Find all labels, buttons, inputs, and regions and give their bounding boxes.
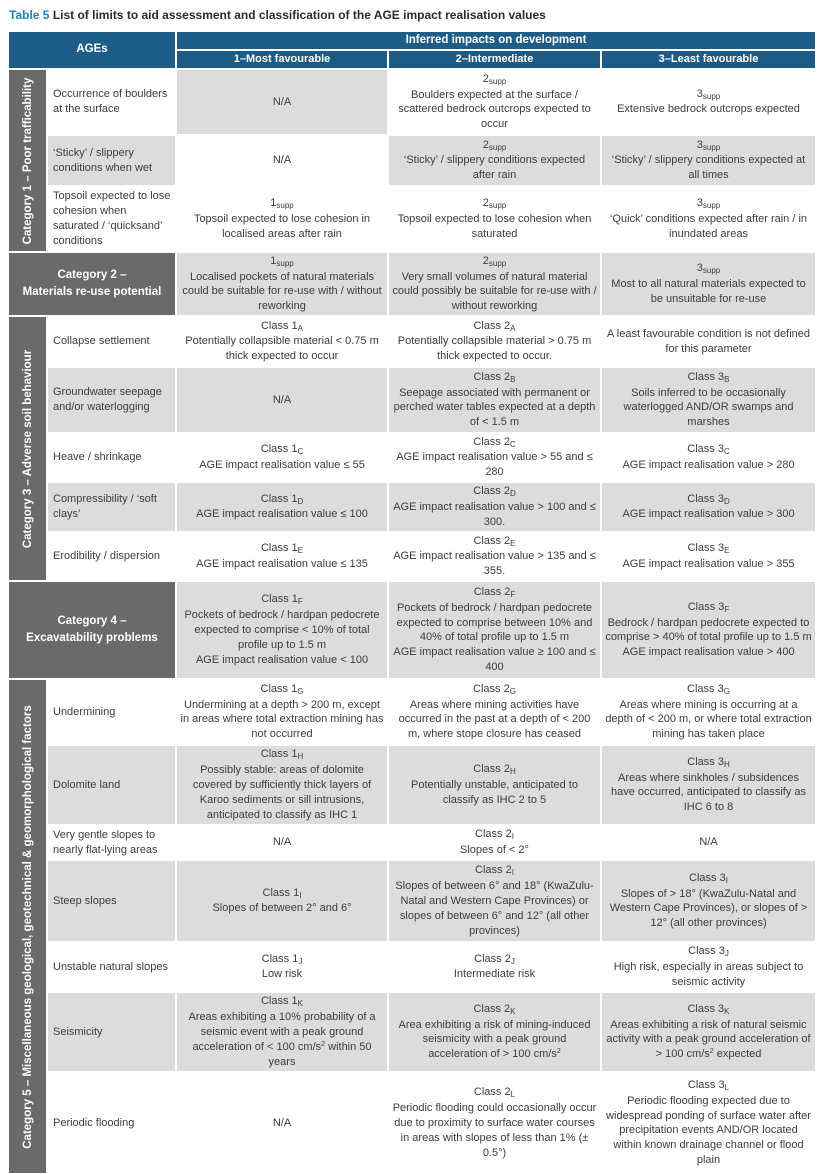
table-caption: List of limits to aid assessment and classification of the AGE impact realisation values (52, 8, 546, 22)
cell: Class 2G Areas where mining activities have occurred in the past at a depth of < 200 m, where stope closure has ceased (389, 680, 600, 744)
cell: Class 1J Low risk (177, 943, 387, 991)
cell: Class 1K Areas exhibiting a 10% probability of a seismic event with a peak ground acceleration of < 100 $cm/s^2$ within 50 years (177, 993, 387, 1071)
category-2-label: Category 2 – Materials re-use potential (9, 253, 175, 315)
cell: Class 3J High risk, especially in areas subject to seismic activity (602, 943, 815, 991)
cell: N/A (177, 826, 387, 859)
header-col2: 2–Intermediate (389, 51, 600, 68)
cell: 3supp ‘Sticky’ / slippery conditions expected at all times (602, 136, 815, 185)
row-label: Topsoil expected to lose cohesion when saturated / ‘quicksand’ conditions (48, 187, 175, 251)
category-1-label: Category 1 – Poor trafficability (9, 70, 46, 251)
cell: 1supp Localised pockets of natural materials could be suitable for re-use with / without reworking (177, 253, 387, 315)
table-number: Table 5 (9, 8, 50, 22)
cell: Class 2I Slopes of between 6° and 18° (KwaZulu-Natal and Western Cape Provinces) or slopes of between 6° and 12° (all other provinces) (389, 861, 600, 941)
row-label: Very gentle slopes to nearly flat-lying areas (48, 826, 175, 859)
row-label: Unstable natural slopes (48, 943, 175, 991)
header-col1: 1–Most favourable (177, 51, 387, 68)
cell: Class 2F Pockets of bedrock / hardpan pedocrete expected to comprise between 10% and 40% of total profile up to 1.5 m AGE impact realisation value ≥ 100 and ≤ 400 (389, 582, 600, 678)
cell: Class 3D AGE impact realisation value > 300 (602, 483, 815, 531)
cell: Class 1I Slopes of between 2° and 6° (177, 861, 387, 941)
cell: Class 3F Bedrock / hardpan pedocrete expected to comprise > 40% of total profile up to 1.5 m AGE impact realisation value > 400 (602, 582, 815, 678)
cell: Class 2I Slopes of < 2° (389, 826, 600, 859)
row-label: Steep slopes (48, 861, 175, 941)
row-label: Seismicity (48, 993, 175, 1071)
cell: Class 2E AGE impact realisation value > 135 and ≤ 355. (389, 533, 600, 580)
cell: Class 3K Areas exhibiting a risk of natural seismic activity with a peak ground acceleration of > 100 $cm/s^2$ expected (602, 993, 815, 1071)
cell: Class 3E AGE impact realisation value > 355 (602, 533, 815, 580)
header-col3: 3–Least favourable (602, 51, 815, 68)
cell: Class 1C AGE impact realisation value ≤ 55 (177, 434, 387, 481)
header-inferred: Inferred impacts on development (177, 32, 815, 49)
cell: Class 2D AGE impact realisation value > 100 and ≤ 300. (389, 483, 600, 531)
cell: Class 2B Seepage associated with permanent or perched water tables expected at a depth of < 1.5 m (389, 368, 600, 432)
cell: 2supp Very small volumes of natural material could possibly be suitable for re-use with / without reworking (389, 253, 600, 315)
row-label: Periodic flooding (48, 1073, 175, 1173)
cell: Class 1E AGE impact realisation value ≤ 135 (177, 533, 387, 580)
cell: 3supp Most to all natural materials expected to be unsuitable for re-use (602, 253, 815, 315)
cell: A least favourable condition is not defined for this parameter (602, 317, 815, 366)
cell: 3supp ‘Quick’ conditions expected after rain / in inundated areas (602, 187, 815, 251)
cell: 2supp Boulders expected at the surface / scattered bedrock outcrops expected to occur (389, 70, 600, 134)
cell: Class 1G Undermining at a depth > 200 m, except in areas where total extraction mining has not occurred (177, 680, 387, 744)
cell: N/A (177, 70, 387, 134)
cell: N/A (177, 1073, 387, 1173)
cell: Class 3H Areas where sinkholes / subsidences have occurred, anticipated to classify as IHC 6 to 8 (602, 746, 815, 824)
category-3-label: Category 3 – Adverse soil behaviour (9, 317, 46, 580)
cell: Class 1A Potentially collapsible material < 0.75 m thick expected to occur (177, 317, 387, 366)
row-label: Occurrence of boulders at the surface (48, 70, 175, 134)
row-label: Heave / shrinkage (48, 434, 175, 481)
cell: N/A (177, 368, 387, 432)
cell: 3supp Extensive bedrock outcrops expected (602, 70, 815, 134)
cell: Class 2A Potentially collapsible material > 0.75 m thick expected to occur. (389, 317, 600, 366)
cell: Class 2J Intermediate risk (389, 943, 600, 991)
row-label: Dolomite land (48, 746, 175, 824)
category-5-label: Category 5 – Miscellaneous geological, geotechnical & geomorphological factors (9, 680, 46, 1173)
cell: Class 3B Soils inferred to be occasionally waterlogged AND/OR swamps and marshes (602, 368, 815, 432)
row-label: Groundwater seepage and/or waterlogging (48, 368, 175, 432)
cell: Class 2L Periodic flooding could occasionally occur due to proximity to surface water courses in areas with slopes of less than 1% (± 0.5°) (389, 1073, 600, 1173)
cell: Class 3C AGE impact realisation value > 280 (602, 434, 815, 481)
cell: N/A (602, 826, 815, 859)
row-label: Collapse settlement (48, 317, 175, 366)
cell: Class 2K Area exhibiting a risk of mining-induced seismicity with a peak ground acceleration of > 100 $cm/s^2$ (389, 993, 600, 1071)
row-label: ‘Sticky’ / slippery conditions when wet (48, 136, 175, 185)
cell: Class 1H Possibly stable: areas of dolomite covered by sufficiently thick layers of Karoo sediments or sill intrusions, anticipated to classify as IHC 1 (177, 746, 387, 824)
cell: Class 1F Pockets of bedrock / hardpan pedocrete expected to comprise < 10% of total profile up to 1.5 m AGE impact realisation value < 100 (177, 582, 387, 678)
cell: 2supp Topsoil expected to lose cohesion when saturated (389, 187, 600, 251)
cell: Class 3L Periodic flooding expected due to widespread ponding of surface water after precipitation events AND/OR located within known drainage channel or flood plain (602, 1073, 815, 1173)
row-label: Erodibility / dispersion (48, 533, 175, 580)
cell: Class 3G Areas where mining is occurring at a depth of < 200 m, or where total extraction mining has taken place (602, 680, 815, 744)
cell: 2supp ‘Sticky’ / slippery conditions expected after rain (389, 136, 600, 185)
row-label: Undermining (48, 680, 175, 744)
header-ages: AGEs (9, 32, 175, 68)
row-label: Compressibility / ‘soft clays’ (48, 483, 175, 531)
cell: Class 2H Potentially unstable, anticipated to classify as IHC 2 to 5 (389, 746, 600, 824)
cell: N/A (177, 136, 387, 185)
cell: Class 1D AGE impact realisation value ≤ 100 (177, 483, 387, 531)
category-4-label: Category 4 – Excavatability problems (9, 582, 175, 678)
cell: Class 3I Slopes of > 18° (KwaZulu-Natal and Western Cape Provinces), or slopes of > 12° (all other provinces) (602, 861, 815, 941)
cell: Class 2C AGE impact realisation value > 55 and ≤ 280 (389, 434, 600, 481)
cell: 1supp Topsoil expected to lose cohesion in localised areas after rain (177, 187, 387, 251)
